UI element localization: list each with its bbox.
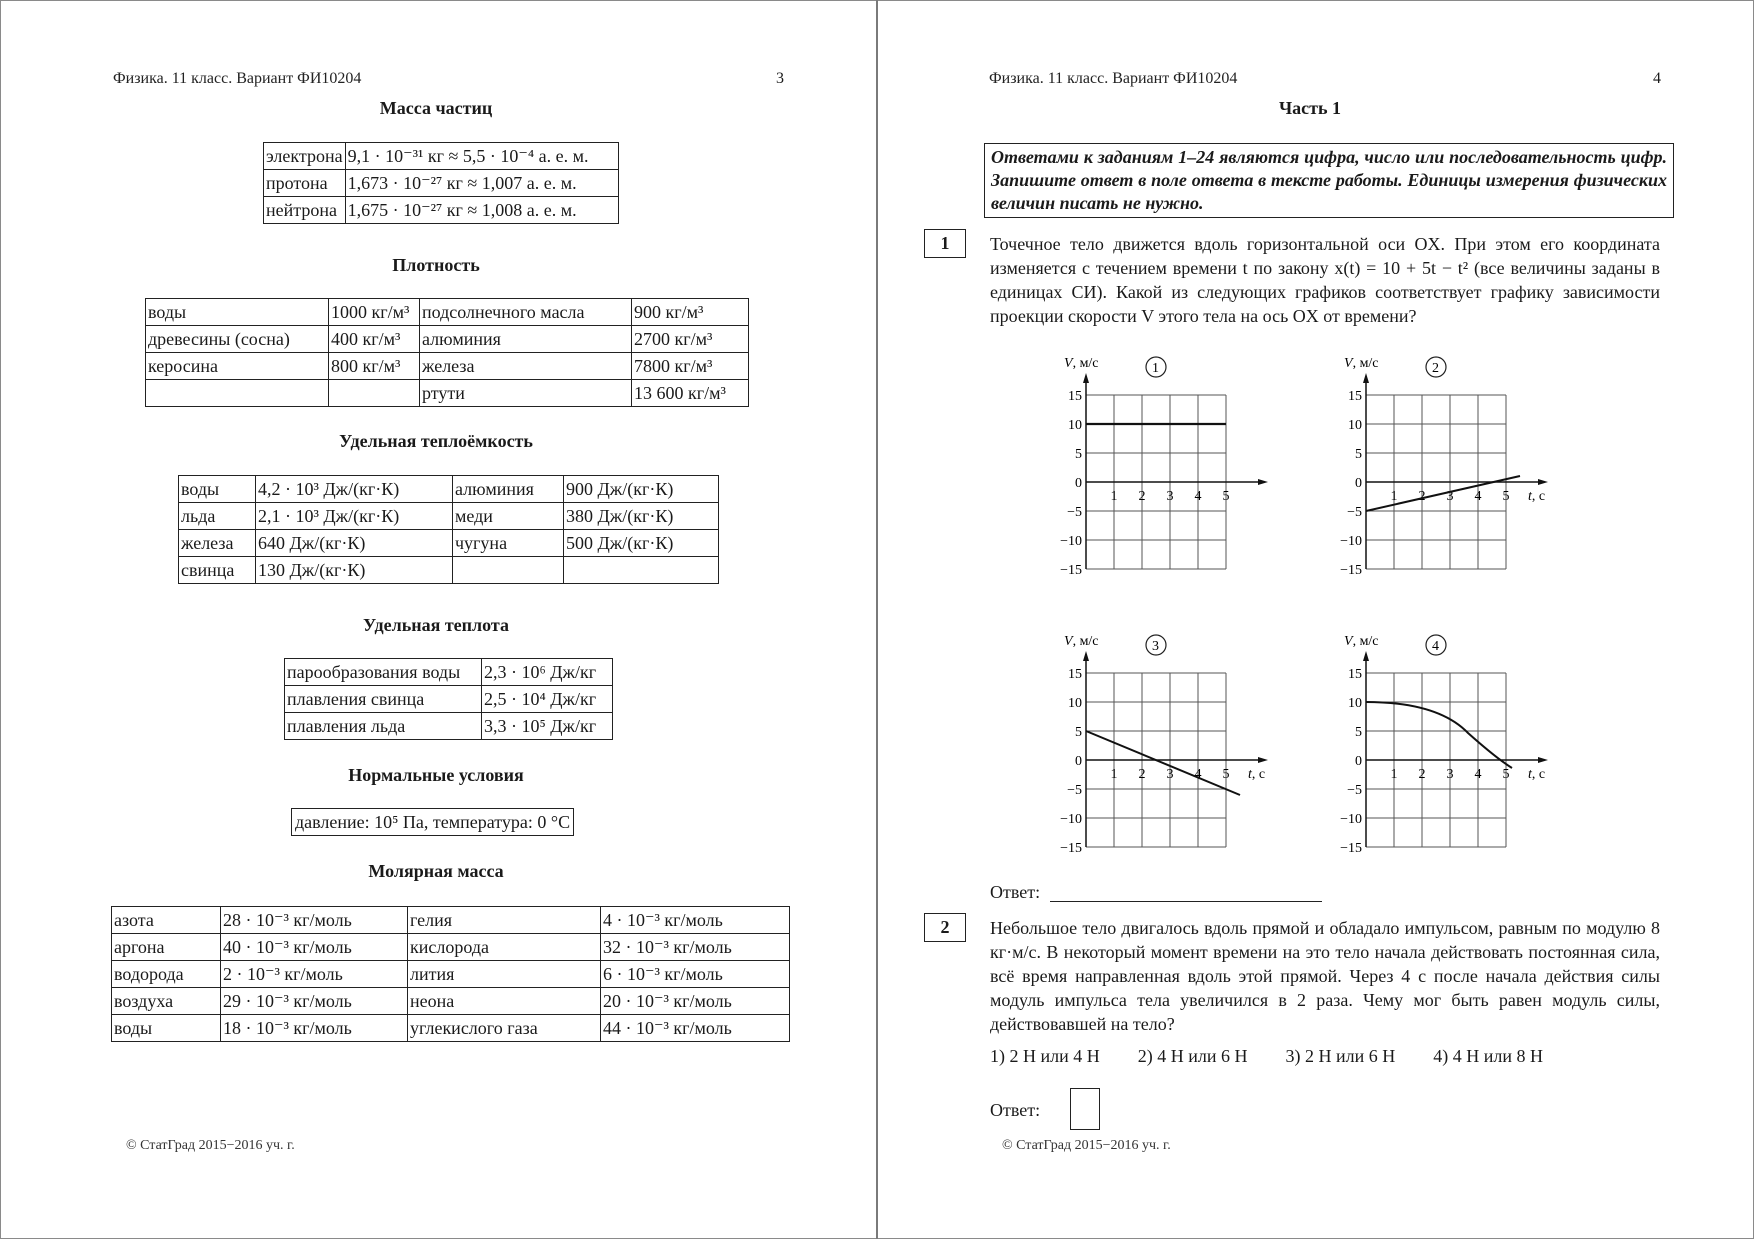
- svg-text:0: 0: [1075, 476, 1082, 491]
- cell: воды: [112, 1015, 221, 1042]
- svg-text:1: 1: [1390, 489, 1398, 504]
- particle-mass-table: [263, 142, 619, 224]
- table-row: [112, 934, 790, 961]
- svg-text:5: 5: [1502, 767, 1510, 782]
- svg-text:−10: −10: [1060, 812, 1082, 827]
- page-header: Физика. 11 класс. Вариант ФИ10204: [113, 70, 362, 87]
- cell: 6 · 10⁻³ кг/моль: [601, 961, 790, 988]
- question-text: Точечное тело движется вдоль горизонтальной оси OX. При этом его координата изменяется с течением времени t по закону x(t) = 10 + 5t − t² (все величины заданы в единицах СИ). Какой из следующих графиков соответствует графику зависимости проекции скорости V этого тела на ось OX от времени?: [990, 234, 1660, 326]
- svg-text:5: 5: [1075, 447, 1082, 462]
- table-row: [112, 988, 790, 1015]
- svg-text:−10: −10: [1340, 812, 1362, 827]
- cell: 4,2 · 10³ Дж/(кг·К): [256, 476, 453, 503]
- svg-text:−15: −15: [1060, 563, 1082, 578]
- svg-text:t, с: t, с: [1248, 767, 1266, 782]
- cell: 500 Дж/(кг·К): [564, 530, 719, 557]
- table-row: [146, 299, 749, 326]
- svg-text:4: 4: [1194, 767, 1202, 782]
- svg-text:V, м/с: V, м/с: [1344, 634, 1379, 649]
- table-row: [264, 170, 619, 197]
- question-text: Небольшое тело двигалось вдоль прямой и обладало импульсом, равным по модулю 8 кг·м/с. В некоторый момент времени на это тело начала действовать постоянная сила, всё время направленная вдоль этой прямой. Через 4 с после начала действия силы модуль импульса тела увеличился в 2 раза. Чему мог быть равен модуль силы, действовавшей на тело?: [990, 918, 1660, 1034]
- svg-text:1: 1: [1152, 361, 1159, 376]
- table-row: [264, 197, 619, 224]
- table-row: [179, 530, 719, 557]
- page-number: 3: [776, 70, 784, 87]
- cell: ртути: [420, 380, 632, 407]
- cell: 7800 кг/м³: [632, 353, 749, 380]
- page-footer: © СтатГрад 2015−2016 уч. г.: [126, 1138, 295, 1153]
- svg-text:2: 2: [1138, 489, 1146, 504]
- cell: железа: [179, 530, 256, 557]
- svg-text:5: 5: [1355, 725, 1362, 740]
- svg-text:15: 15: [1348, 667, 1362, 682]
- cell: воды: [146, 299, 329, 326]
- cell: воздуха: [112, 988, 221, 1015]
- cell: 1,673 · 10⁻²⁷ кг ≈ 1,007 а. е. м.: [345, 170, 618, 197]
- cell: 2700 кг/м³: [632, 326, 749, 353]
- table-row: [179, 476, 719, 503]
- table-row: [146, 353, 749, 380]
- cell: 640 Дж/(кг·К): [256, 530, 453, 557]
- cell: кислорода: [408, 934, 601, 961]
- cell: алюминия: [420, 326, 632, 353]
- svg-text:−5: −5: [1067, 505, 1082, 520]
- option-1[interactable]: 1) 2 Н или 4 Н: [990, 1046, 1100, 1066]
- cell: 2,3 · 10⁶ Дж/кг: [482, 659, 613, 686]
- svg-text:10: 10: [1068, 696, 1082, 711]
- svg-text:1: 1: [1390, 767, 1398, 782]
- cell: [453, 557, 564, 584]
- svg-text:1: 1: [1110, 767, 1118, 782]
- section-title-particle-mass: Масса частиц: [379, 98, 493, 118]
- table-row: [285, 713, 613, 740]
- graph-1[interactable]: [1058, 355, 1298, 585]
- table-row: [112, 961, 790, 988]
- cell: [329, 380, 420, 407]
- section-title-heat-capacity: Удельная теплоёмкость: [339, 431, 533, 451]
- cell: электрона: [264, 143, 346, 170]
- table-row: [146, 380, 749, 407]
- section-title-normal-conditions: Нормальные условия: [348, 765, 524, 785]
- cell: лития: [408, 961, 601, 988]
- svg-text:5: 5: [1502, 489, 1510, 504]
- option-3[interactable]: 3) 2 Н или 6 Н: [1285, 1046, 1396, 1066]
- table-row: [285, 659, 613, 686]
- cell: меди: [453, 503, 564, 530]
- table-row: [179, 503, 719, 530]
- cell: плавления льда: [285, 713, 482, 740]
- cell: алюминия: [453, 476, 564, 503]
- cell: 40 · 10⁻³ кг/моль: [221, 934, 408, 961]
- table-row: [112, 907, 790, 934]
- svg-text:5: 5: [1355, 447, 1362, 462]
- cell: 2,5 · 10⁴ Дж/кг: [482, 686, 613, 713]
- cell: аргона: [112, 934, 221, 961]
- answer-input-q2[interactable]: [1070, 1088, 1100, 1130]
- cell: 44 · 10⁻³ кг/моль: [601, 1015, 790, 1042]
- cell: 1,675 · 10⁻²⁷ кг ≈ 1,008 а. е. м.: [345, 197, 618, 224]
- cell: 28 · 10⁻³ кг/моль: [221, 907, 408, 934]
- cell: углекислого газа: [408, 1015, 601, 1042]
- cell: плавления свинца: [285, 686, 482, 713]
- heat-capacity-table: [178, 475, 719, 584]
- answer-label: Ответ:: [990, 882, 1041, 902]
- svg-text:0: 0: [1355, 476, 1362, 491]
- svg-text:10: 10: [1348, 696, 1362, 711]
- cell: 2,1 · 10³ Дж/(кг·К): [256, 503, 453, 530]
- cell: протона: [264, 170, 346, 197]
- svg-text:V, м/с: V, м/с: [1344, 356, 1379, 371]
- section-title-density: Плотность: [392, 255, 480, 275]
- cell: 13 600 кг/м³: [632, 380, 749, 407]
- svg-text:3: 3: [1166, 767, 1174, 782]
- left-page: [0, 0, 876, 1239]
- svg-text:15: 15: [1068, 389, 1082, 404]
- option-2[interactable]: 2) 4 Н или 6 Н: [1137, 1046, 1248, 1066]
- instructions-box: Ответами к заданиям 1–24 являются цифра, число или последовательность цифр. Запишите ответ в поле ответа в тексте работы. Единицы измерения физических величин писать не нужно.: [984, 143, 1674, 218]
- svg-text:3: 3: [1446, 489, 1454, 504]
- section-title-specific-heat: Удельная теплота: [363, 615, 509, 635]
- cell: нейтрона: [264, 197, 346, 224]
- svg-text:−15: −15: [1060, 841, 1082, 856]
- svg-text:5: 5: [1075, 725, 1082, 740]
- cell: [564, 557, 719, 584]
- graph-1-content: [1060, 356, 1268, 578]
- svg-text:10: 10: [1068, 418, 1082, 433]
- svg-text:2: 2: [1432, 361, 1439, 376]
- answer-label: Ответ:: [990, 1100, 1041, 1120]
- cell: 2 · 10⁻³ кг/моль: [221, 961, 408, 988]
- table-row: [112, 1015, 790, 1042]
- svg-text:4: 4: [1474, 767, 1482, 782]
- svg-text:−10: −10: [1340, 534, 1362, 549]
- svg-text:5: 5: [1222, 489, 1230, 504]
- svg-text:4: 4: [1432, 639, 1439, 654]
- svg-text:3: 3: [1166, 489, 1174, 504]
- cell: подсолнечного масла: [420, 299, 632, 326]
- cell: 29 · 10⁻³ кг/моль: [221, 988, 408, 1015]
- molar-mass-table: [111, 906, 790, 1042]
- density-table: [145, 298, 749, 407]
- cell: 9,1 · 10⁻³¹ кг ≈ 5,5 · 10⁻⁴ а. е. м.: [345, 143, 618, 170]
- cell: 20 · 10⁻³ кг/моль: [601, 988, 790, 1015]
- cell: железа: [420, 353, 632, 380]
- svg-text:2: 2: [1138, 767, 1146, 782]
- cell: свинца: [179, 557, 256, 584]
- table-row: [285, 686, 613, 713]
- svg-text:15: 15: [1068, 667, 1082, 682]
- svg-text:4: 4: [1194, 489, 1202, 504]
- table-row: [264, 143, 619, 170]
- cell: льда: [179, 503, 256, 530]
- cell: 900 Дж/(кг·К): [564, 476, 719, 503]
- option-4[interactable]: 4) 4 Н или 8 Н: [1433, 1046, 1543, 1066]
- page-footer: © СтатГрад 2015−2016 уч. г.: [1002, 1138, 1171, 1153]
- cell: чугуна: [453, 530, 564, 557]
- normal-conditions-box: давление: 10⁵ Па, температура: 0 °С: [291, 808, 574, 836]
- svg-text:−5: −5: [1347, 505, 1362, 520]
- svg-text:−10: −10: [1060, 534, 1082, 549]
- svg-text:15: 15: [1348, 389, 1362, 404]
- svg-text:5: 5: [1222, 767, 1230, 782]
- cell: 32 · 10⁻³ кг/моль: [601, 934, 790, 961]
- svg-text:−5: −5: [1067, 783, 1082, 798]
- cell: 1000 кг/м³: [329, 299, 420, 326]
- svg-text:−5: −5: [1347, 783, 1362, 798]
- graph-4[interactable]: [1338, 633, 1598, 863]
- svg-text:0: 0: [1075, 754, 1082, 769]
- page-header: Физика. 11 класс. Вариант ФИ10204: [989, 70, 1238, 87]
- table-row: [146, 326, 749, 353]
- cell: 18 · 10⁻³ кг/моль: [221, 1015, 408, 1042]
- cell: 900 кг/м³: [632, 299, 749, 326]
- cell: 380 Дж/(кг·К): [564, 503, 719, 530]
- cell: 400 кг/м³: [329, 326, 420, 353]
- page-number: 4: [1653, 70, 1661, 87]
- cell: 3,3 · 10⁵ Дж/кг: [482, 713, 613, 740]
- section-title-molar-mass: Молярная масса: [368, 861, 504, 881]
- cell: гелия: [408, 907, 601, 934]
- cell: воды: [179, 476, 256, 503]
- cell: керосина: [146, 353, 329, 380]
- cell: древесины (сосна): [146, 326, 329, 353]
- svg-text:−15: −15: [1340, 563, 1362, 578]
- graph-2[interactable]: [1338, 355, 1598, 585]
- cell: 4 · 10⁻³ кг/моль: [601, 907, 790, 934]
- svg-text:1: 1: [1110, 489, 1118, 504]
- svg-text:t, с: t, с: [1528, 767, 1546, 782]
- svg-text:0: 0: [1355, 754, 1362, 769]
- answer-input-q1[interactable]: [1050, 881, 1322, 902]
- svg-text:−15: −15: [1340, 841, 1362, 856]
- graph-3[interactable]: [1058, 633, 1318, 863]
- question-number: 2: [924, 913, 966, 942]
- table-row: [179, 557, 719, 584]
- cell: водорода: [112, 961, 221, 988]
- cell: 130 Дж/(кг·К): [256, 557, 453, 584]
- svg-text:2: 2: [1418, 767, 1426, 782]
- svg-text:3: 3: [1152, 639, 1159, 654]
- svg-text:2: 2: [1418, 489, 1426, 504]
- svg-text:3: 3: [1446, 767, 1454, 782]
- part-title: Часть 1: [1278, 98, 1342, 118]
- svg-text:4: 4: [1474, 489, 1482, 504]
- question-number: 1: [924, 229, 966, 258]
- cell: [146, 380, 329, 407]
- cell: парообразования воды: [285, 659, 482, 686]
- right-page: [878, 0, 1754, 1239]
- cell: 800 кг/м³: [329, 353, 420, 380]
- svg-text:V, м/с: V, м/с: [1064, 356, 1099, 371]
- cell: неона: [408, 988, 601, 1015]
- cell: азота: [112, 907, 221, 934]
- svg-text:V, м/с: V, м/с: [1064, 634, 1099, 649]
- svg-text:10: 10: [1348, 418, 1362, 433]
- svg-text:t, с: t, с: [1528, 489, 1546, 504]
- specific-heat-table: [284, 658, 613, 740]
- answer-options: [990, 1046, 1543, 1067]
